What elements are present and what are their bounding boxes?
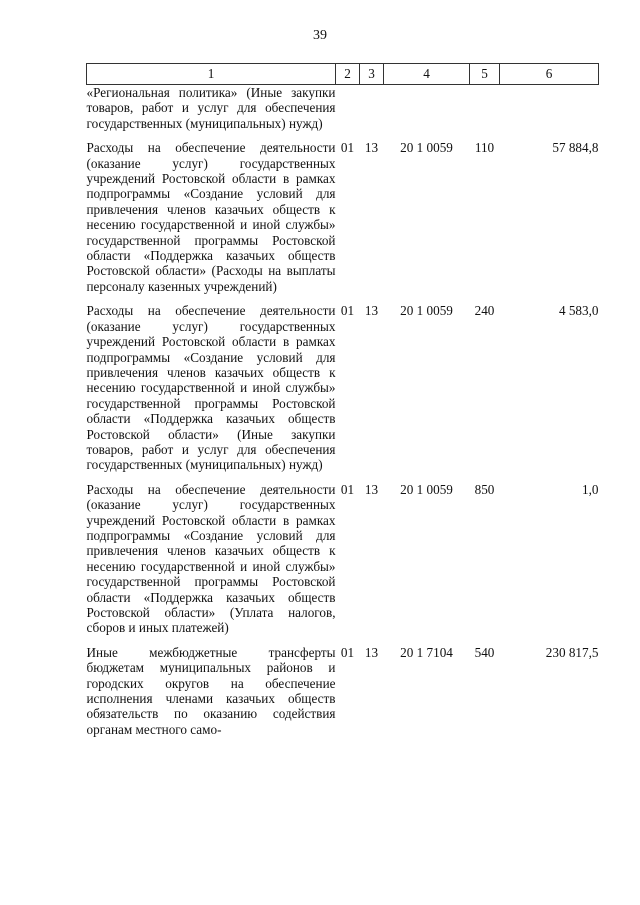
row-description: Иные межбюджетные трансферты бюджетам муниципальных районов и городских округов на обеспечение исполнения членами казачьих обществ обязательств по оказанию содействия органам местного само- (86, 644, 336, 737)
page-number: 39 (313, 28, 327, 43)
header-col-5: 5 (470, 64, 500, 85)
row-csr: 20 1 7104 (400, 644, 453, 660)
row-description: «Региональная политика» (Иные закупки товаров, работ и услуг для обеспечения государственных (муниципальных) нужд) (86, 85, 336, 131)
header-col-4: 4 (384, 64, 470, 85)
budget-table (86, 63, 599, 746)
row-description: Расходы на обеспечение деятельности (оказание услуг) государственных учреждений Ростовской области в рамках подпрограммы «Создание условий для привлечения членов казачьих обществ к несению государственной и иной службы» государственной программы Ростовской области «Поддержка казачьих обществ Ростовской области» (Уплата налогов, сборов и иных платежей) (86, 481, 336, 636)
row-vr: 240 (474, 303, 495, 319)
header-col-2: 2 (336, 64, 360, 85)
row-description: Расходы на обеспечение деятельности (оказание услуг) государственных учреждений Ростовской области в рамках подпрограммы «Создание условий для привлечения членов казачьих обществ к несению государственной и иной службы» государственной программы Ростовской области «Поддержка казачьих обществ Ростовской области» (Расходы на выплаты персоналу казенных учреждений) (86, 140, 336, 294)
row-pr: 13 (364, 481, 379, 497)
row-vr: 850 (474, 481, 495, 497)
row-rz: 01 (340, 140, 355, 156)
table-row-continuation (87, 85, 599, 141)
header-col-1: 1 (87, 64, 336, 85)
row-description: Расходы на обеспечение деятельности (оказание услуг) государственных учреждений Ростовской области в рамках подпрограммы «Создание условий для привлечения членов казачьих обществ к несению государственной и иной службы» государственной программы Ростовской области «Поддержка казачьих обществ Ростовской области» (Иные закупки товаров, работ и услуг для обеспечения государственных (муниципальных) нужд) (86, 303, 336, 473)
row-vr: 540 (474, 644, 495, 660)
row-csr: 20 1 0059 (400, 140, 453, 156)
table-row (87, 482, 599, 645)
row-pr: 13 (364, 303, 379, 319)
row-rz: 01 (340, 644, 355, 660)
row-sum: 4 583,0 (558, 303, 599, 319)
table-header-row (87, 64, 599, 85)
row-sum: 1,0 (582, 481, 599, 497)
table-row (87, 303, 599, 481)
row-vr: 110 (474, 140, 495, 156)
row-rz: 01 (340, 481, 355, 497)
row-rz: 01 (340, 303, 355, 319)
row-pr: 13 (364, 140, 379, 156)
header-col-3: 3 (360, 64, 384, 85)
header-col-6: 6 (500, 64, 599, 85)
table-row (87, 140, 599, 303)
row-pr: 13 (364, 644, 379, 660)
row-sum: 230 817,5 (545, 644, 599, 660)
row-sum: 57 884,8 (552, 140, 599, 156)
row-csr: 20 1 0059 (400, 481, 453, 497)
table-row (87, 645, 599, 746)
row-csr: 20 1 0059 (400, 303, 453, 319)
